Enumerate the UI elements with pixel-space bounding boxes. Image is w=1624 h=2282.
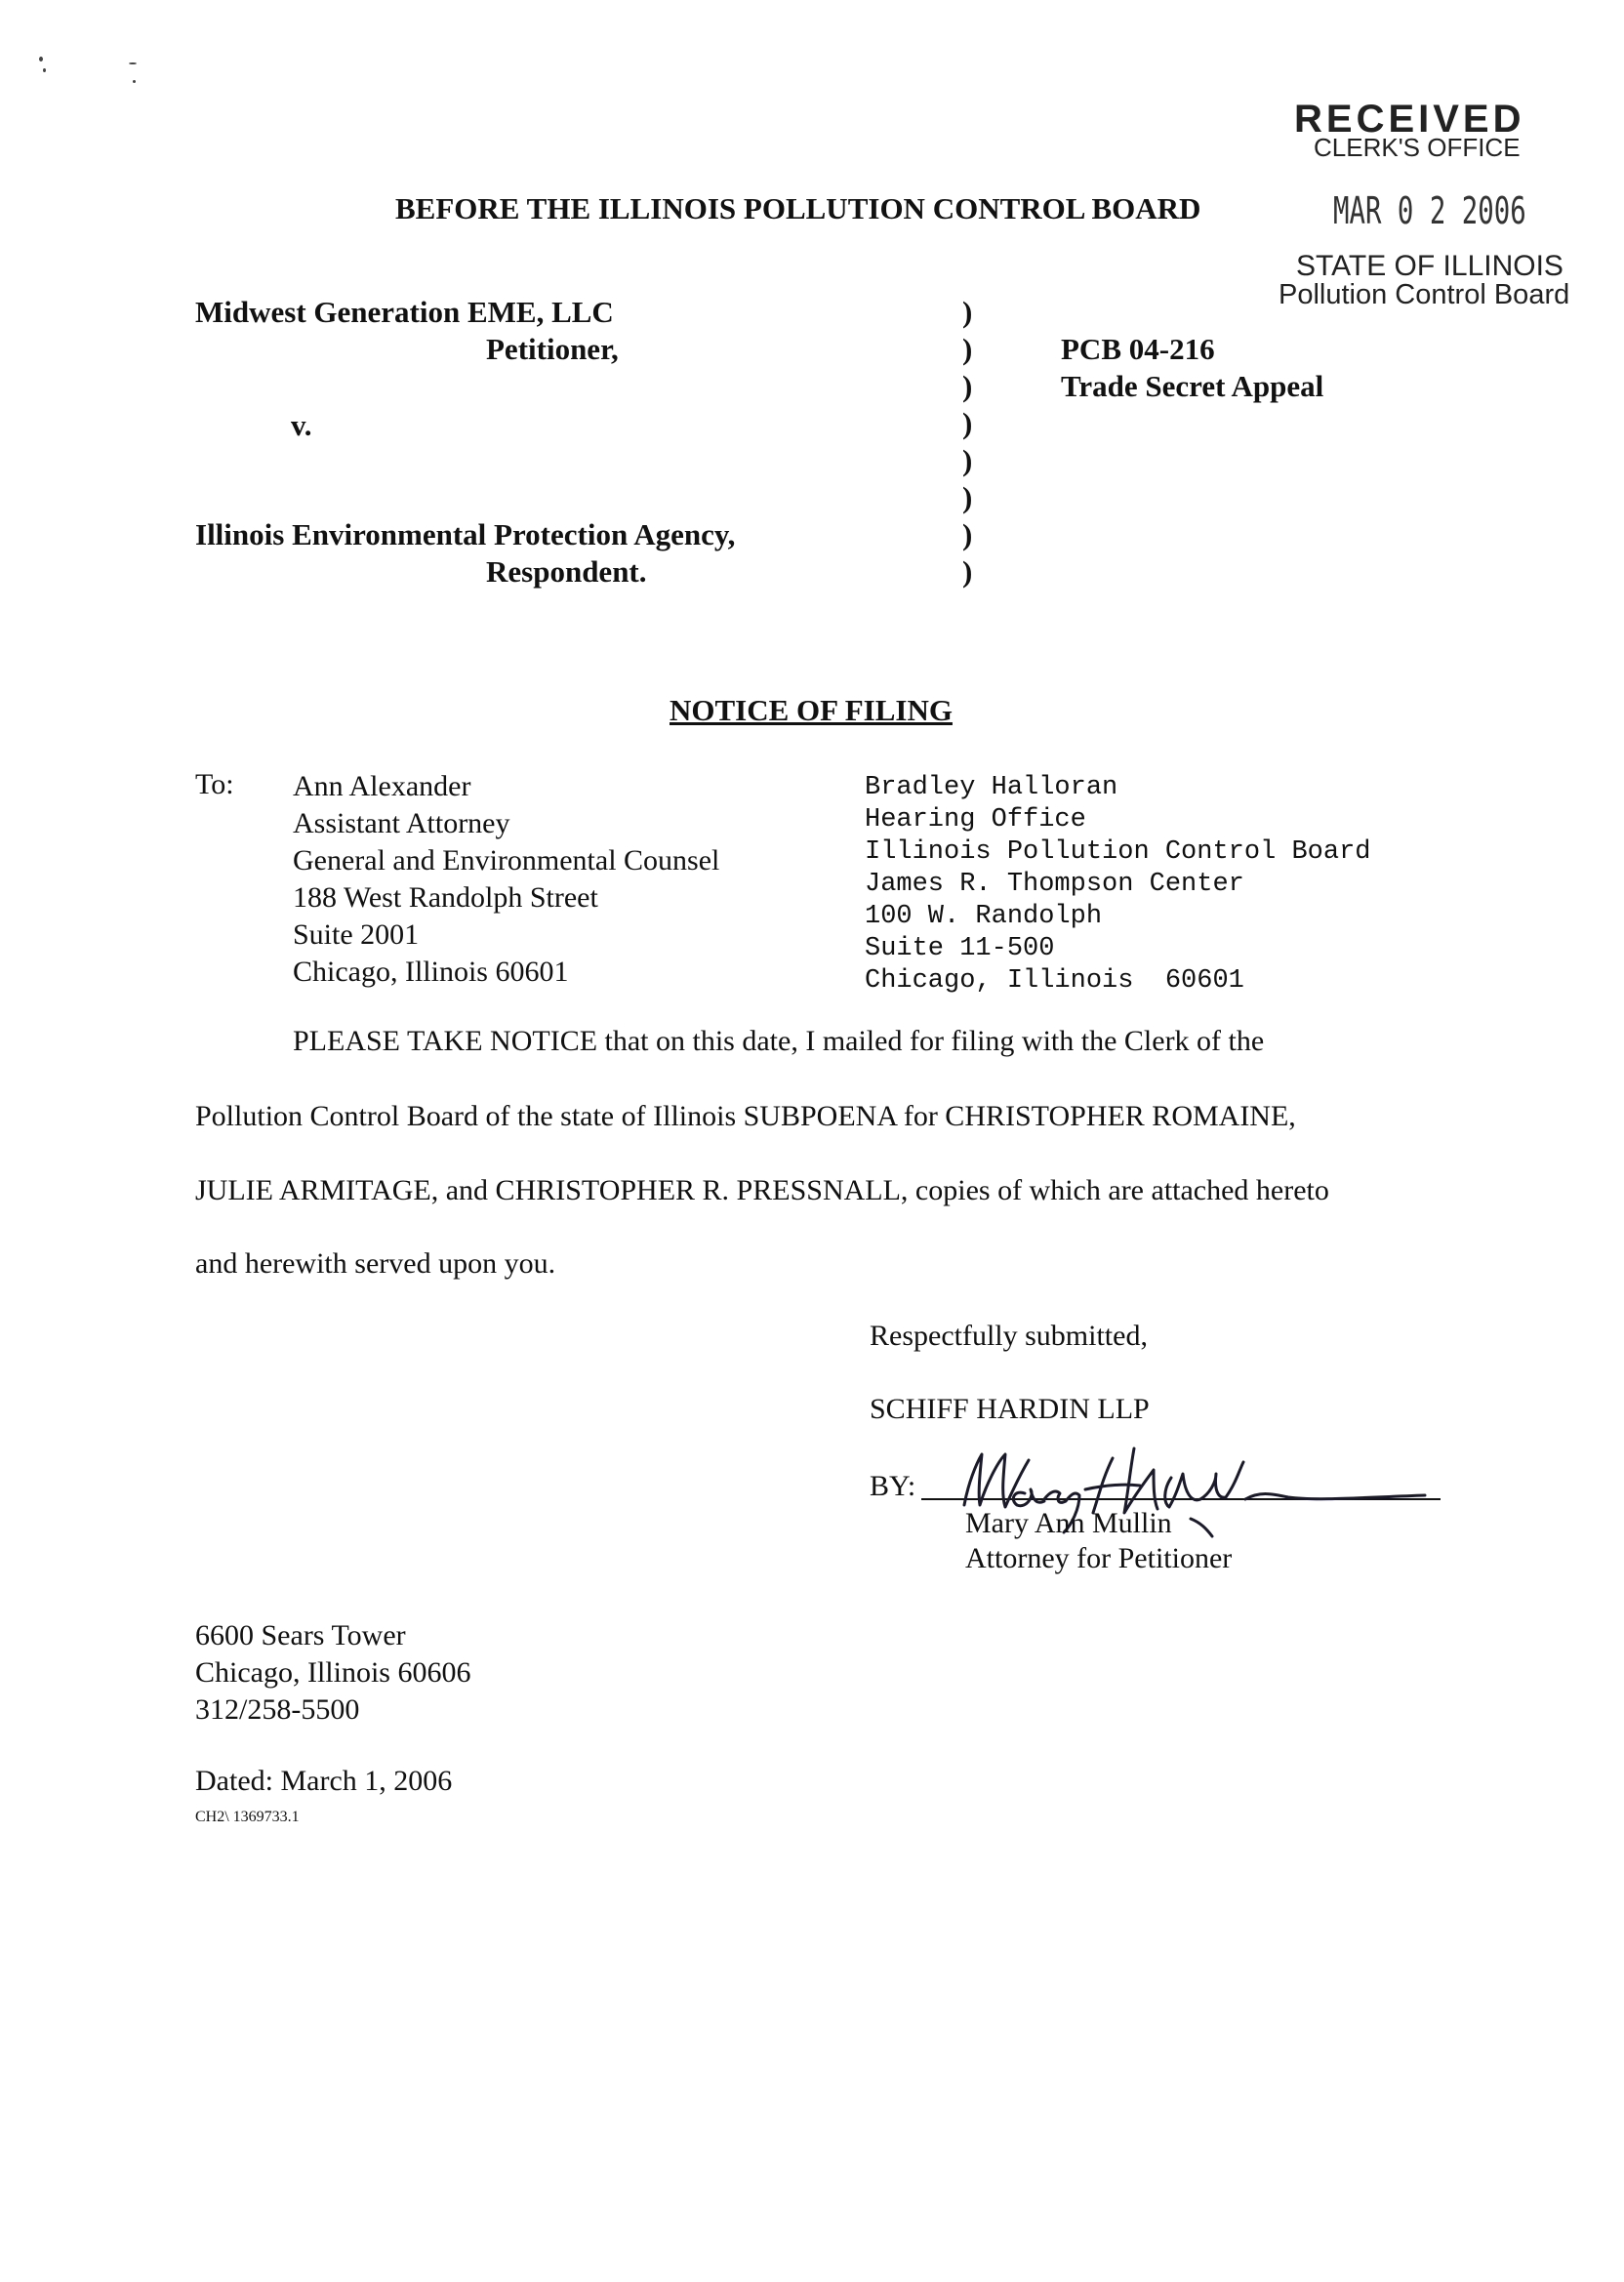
address-line: Chicago, Illinois 60606 [195,1656,471,1689]
recipient-line: Hearing Office [865,805,1086,835]
caption-parenthesis: ) [962,517,973,551]
received-stamp-title: RECEIVED [1294,98,1525,141]
caption-parenthesis: ) [962,480,973,514]
scan-speck [129,62,137,64]
document-heading: BEFORE THE ILLINOIS POLLUTION CONTROL BOARD [395,191,1201,225]
notice-title: NOTICE OF FILING [670,693,953,727]
recipient-line: James R. Thompson Center [865,870,1244,899]
body-text-line: Pollution Control Board of the state of Illinois SUBPOENA for CHRISTOPHER ROMAINE, [195,1100,1296,1132]
case-number: PCB 04-216 [1061,332,1215,366]
address-line: 6600 Sears Tower [195,1619,406,1651]
signer-title: Attorney for Petitioner [965,1542,1233,1574]
received-stamp-office: CLERK'S OFFICE [1314,133,1521,162]
recipient-address-block [293,768,719,991]
closing-text: Respectfully submitted, [870,1320,1148,1352]
caption-parenthesis: ) [962,295,973,329]
recipient-line: Bradley Halloran [865,773,1118,802]
received-stamp-date: MAR 0 2 2006 [1333,189,1526,232]
respondent-role: Respondent. [486,554,647,589]
respondent-name: Illinois Environmental Protection Agency, [195,517,736,551]
body-text-line: PLEASE TAKE NOTICE that on this date, I mailed for filing with the Clerk of the [293,1025,1265,1057]
document-id: CH2\ 1369733.1 [195,1809,300,1825]
caption-parenthesis: ) [962,443,973,477]
firm-address-block [195,1617,470,1729]
recipient-line: 188 West Randolph Street [293,881,598,914]
firm-name: SCHIFF HARDIN LLP [870,1393,1150,1425]
scan-speck [39,57,43,61]
caption-parenthesis: ) [962,554,973,589]
recipient-line: Suite 2001 [293,918,420,951]
recipient-line: Ann Alexander [293,770,471,802]
scan-speck [43,68,46,72]
to-label: To: [195,768,234,800]
recipient-address-block [865,772,1370,998]
dated-line: Dated: March 1, 2006 [195,1765,453,1797]
by-label: BY: [870,1470,916,1502]
address-line: 312/258-5500 [195,1693,360,1726]
recipient-line: Suite 11-500 [865,934,1055,963]
recipient-line: 100 W. Randolph [865,902,1103,931]
versus-label: v. [291,408,312,442]
petitioner-role: Petitioner, [486,332,619,366]
received-stamp-board: Pollution Control Board [1279,279,1570,310]
caption-parenthesis: ) [962,369,973,403]
case-type: Trade Secret Appeal [1061,369,1324,403]
received-stamp-state: STATE OF ILLINOIS [1296,250,1563,282]
recipient-line: Chicago, Illinois 60601 [293,956,569,988]
body-text-line: JULIE ARMITAGE, and CHRISTOPHER R. PRESSNALL, copies of which are attached hereto [195,1174,1329,1206]
recipient-line: General and Environmental Counsel [293,844,720,876]
caption-parenthesis: ) [962,406,973,440]
scan-speck [133,80,136,83]
recipient-line: Chicago, Illinois 60601 [865,966,1244,996]
petitioner-name: Midwest Generation EME, LLC [195,295,614,329]
body-text-line: and herewith served upon you. [195,1247,556,1280]
recipient-line: Assistant Attorney [293,807,510,839]
recipient-line: Illinois Pollution Control Board [865,837,1371,867]
caption-parenthesis: ) [962,332,973,366]
signer-name: Mary Ann Mullin [965,1507,1172,1539]
